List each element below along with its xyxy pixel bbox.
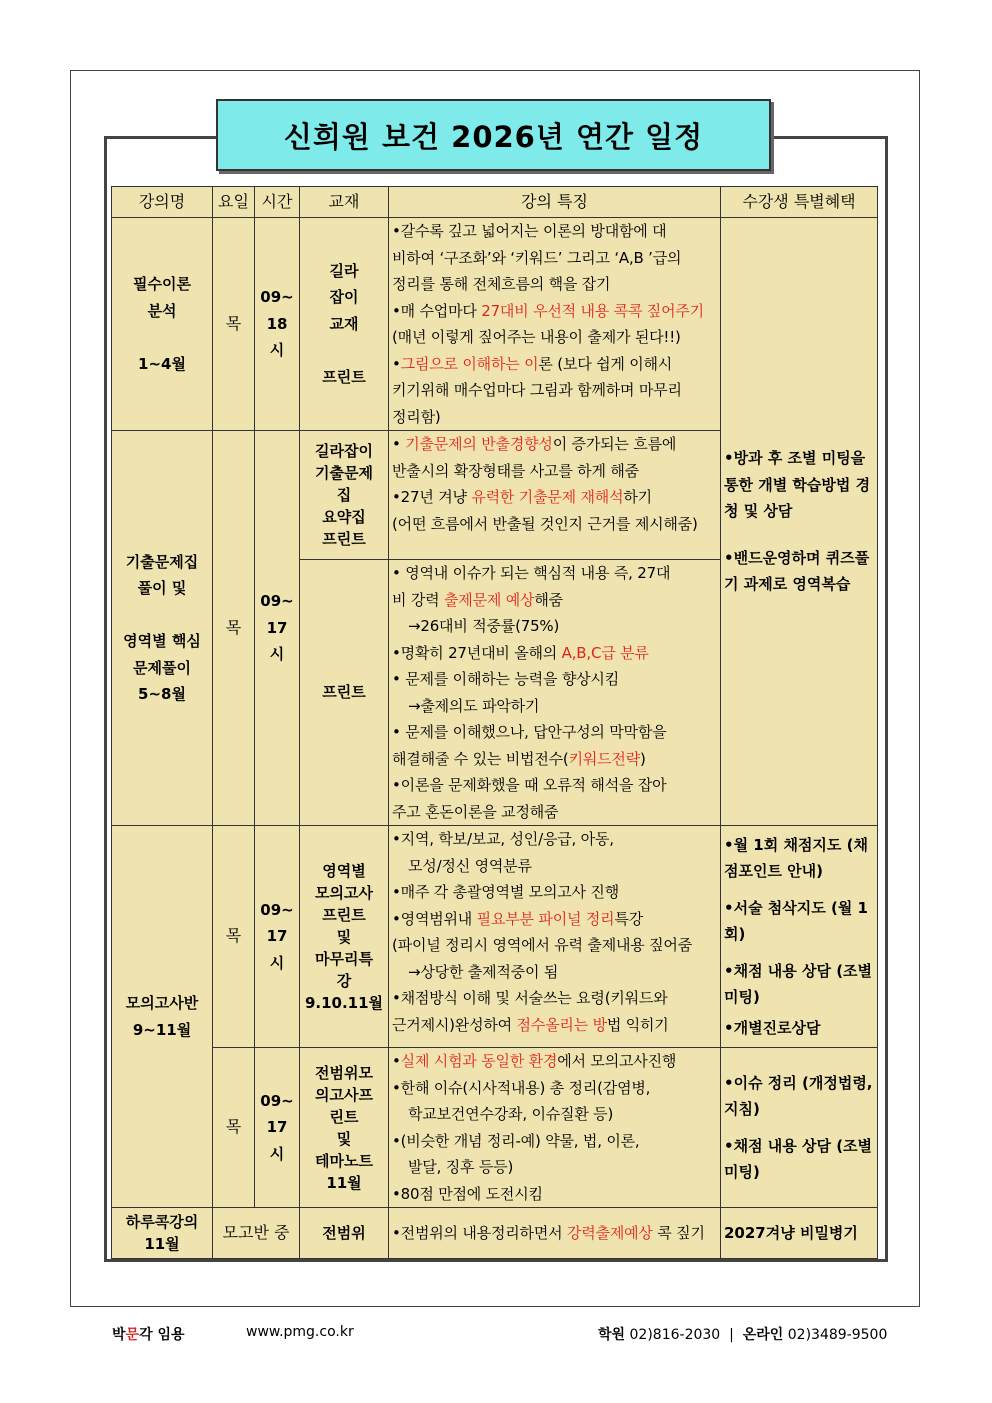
feature-line (392, 1048, 717, 1075)
text-line: 18 (266, 314, 288, 333)
page-title: 신희원 보건 2026년 연간 일정 (283, 119, 704, 154)
feature-text: •매주 각 총괄영역별 모의고사 진행 (392, 883, 619, 901)
highlight-text: 출제문제 예상 (444, 590, 535, 609)
feature-text: 정리함) (392, 407, 441, 426)
text-line: 교재 (329, 314, 359, 333)
benefit-item: •밴드운영하며 퀴즈풀기 과제로 영역복습 (724, 548, 870, 594)
feature-text: • (392, 1052, 401, 1070)
course-day: 목 (213, 1048, 255, 1208)
course-day: 목 (213, 218, 255, 431)
feature-text: • 문제를 이해하는 능력을 향상시킴 (392, 670, 619, 688)
text-line: 17 (266, 1118, 288, 1137)
text-line: 마무리특 (315, 949, 373, 968)
text-line: 프린트 (322, 367, 366, 386)
course-features (389, 560, 721, 826)
feature-text: (파이널 정리시 영역에서 유력 출제내용 짚어줌 (392, 936, 693, 954)
feature-line (392, 1154, 717, 1181)
course-book (300, 826, 389, 1048)
feature-line (392, 746, 717, 773)
feature-line (392, 1012, 717, 1039)
feature-text: 이 증가되는 흐름에 (552, 435, 677, 453)
feature-line (392, 271, 717, 298)
table-row (112, 1048, 878, 1208)
feature-text: →상당한 출제적중이 됨 (408, 962, 559, 981)
text-line: 09~ (260, 288, 294, 307)
feature-text: 하기 (623, 488, 652, 506)
text-line: 모의고사 (315, 883, 373, 902)
course-benefits (721, 218, 878, 826)
separator: | (720, 1327, 743, 1343)
feature-text: •영역범위내 (392, 909, 477, 928)
logo-text: 문 (125, 1327, 140, 1343)
feature-text: 반출시의 확장형태를 사고를 하게 해줌 (392, 461, 639, 480)
feature-text: 에서 모의고사진행 (557, 1052, 677, 1070)
feature-text: 법 익히기 (606, 1015, 669, 1034)
text-line: 및 (336, 1129, 352, 1148)
feature-text: •80점 만점에 도전시킴 (392, 1184, 543, 1203)
feature-line (392, 932, 717, 959)
text-line: 및 (336, 927, 352, 946)
header-time: 시간 (255, 187, 300, 218)
course-book (300, 1208, 389, 1259)
text-line: 시 (269, 1144, 285, 1163)
highlight-text: 실제 시험과 동일한 환경 (400, 1052, 558, 1070)
course-features (389, 431, 721, 560)
header-course: 강의명 (112, 187, 213, 218)
highlight-text: A,B,C급 분류 (561, 643, 649, 662)
text-line: 기출문제집 (125, 552, 199, 571)
text-line: 풀이 및 (137, 579, 187, 597)
academy-phone: 02)816-2030 (625, 1327, 721, 1343)
feature-line (392, 799, 717, 826)
text-line: 강 (336, 971, 352, 990)
feature-text: • (392, 354, 401, 373)
benefit-item: •월 1회 채점지도 (채점포인트 안내) (724, 835, 868, 881)
feature-text: 해결해줄 수 있는 비법전수( (392, 749, 569, 768)
course-name (112, 826, 213, 1208)
benefit-item: •방과 후 조별 미팅을 통한 개별 학습방법 경청 및 상담 (724, 449, 871, 521)
feature-line (392, 640, 717, 667)
logo-text: 각 임용 (139, 1327, 185, 1343)
course-time (255, 826, 300, 1048)
feature-line (392, 826, 717, 853)
online-label: 온라인 (742, 1327, 784, 1343)
feature-text: 발달, 징후 등등) (408, 1158, 514, 1176)
feature-text: •갈수록 깊고 넓어지는 이론의 방대함에 대 (392, 222, 667, 240)
feature-line (392, 1181, 717, 1208)
text-line: 9.10.11월 (304, 993, 384, 1012)
benefit-item: •개별진로상담 (724, 1018, 821, 1037)
schedule-table (111, 186, 878, 1259)
course-book (300, 560, 389, 826)
feature-text: •(비슷한 개념 정리-예) 약물, 법, 이론, (392, 1131, 640, 1150)
header-row (112, 187, 878, 218)
feature-text: •지역, 학보/보교, 성인/응급, 아동, (392, 830, 614, 848)
feature-text: (어떤 흐름에서 반출될 것인지 근거를 제시해줌) (392, 514, 698, 533)
text-line: 11월 (326, 1173, 362, 1192)
course-book (300, 1048, 389, 1208)
feature-line (392, 853, 717, 880)
footer (0, 1322, 992, 1346)
feature-text: •이론을 문제화했을 때 오류적 해석을 잡아 (392, 776, 667, 794)
feature-line (392, 560, 717, 587)
text-line: 영역별 핵심 (123, 632, 201, 650)
feature-text: • 영역내 이슈가 되는 핵심적 내용 즉, 27대 (392, 564, 671, 582)
header-benefits: 수강생 특별혜택 (721, 187, 878, 218)
course-book (300, 218, 389, 431)
feature-text: 콕 짚기 (652, 1223, 705, 1242)
highlight-text: 27대비 우선적 내용 콕콕 짚어주기 (481, 301, 704, 320)
header-book: 교재 (300, 187, 389, 218)
text-line: 시 (269, 645, 285, 664)
feature-text: →26대비 적중률(75%) (408, 617, 560, 635)
feature-text: 학교보건연수강좌, 이슈질환 등) (408, 1105, 614, 1123)
text-line: 길라잡이 (315, 442, 373, 460)
website-link[interactable]: www.pmg.co.kr (246, 1324, 354, 1340)
text-line: 전범위모 (315, 1063, 373, 1082)
feature-line (392, 906, 717, 933)
feature-text: •매 수업마다 (392, 301, 482, 320)
course-features (389, 218, 721, 431)
feature-text: • 문제를 이해했으나, 답안구성의 막막함을 (392, 723, 667, 741)
header-day: 요일 (213, 187, 255, 218)
contact-info (598, 1324, 887, 1344)
text-line (115, 324, 209, 351)
benefit-item: •채점 내용 상담 (조별미팅) (724, 961, 873, 1007)
feature-line (392, 484, 717, 511)
feature-text: 키기위해 매수업마다 그림과 함께하며 마무리 (392, 381, 682, 399)
text-line: 집 (336, 486, 352, 504)
text-line: 5~8월 (138, 685, 186, 703)
feature-line (392, 351, 717, 378)
text-line: 하루콕강의 (125, 1213, 199, 1231)
text-line: 11월 (144, 1235, 180, 1253)
feature-line (392, 719, 717, 746)
text-line: 의고사프 (315, 1085, 373, 1104)
course-time (255, 218, 300, 431)
benefit-item: •이슈 정리 (개정법령, 지침) (724, 1073, 873, 1118)
feature-text: ) (640, 749, 646, 768)
course-day: 목 (213, 826, 255, 1048)
highlight-text: 필요부분 파이널 정리 (476, 909, 615, 928)
feature-text: 비하여 ‘구조화’와 ‘키워드’ 그리고 ‘A,B ’급의 (392, 248, 682, 267)
feature-line (392, 666, 717, 693)
course-name (112, 218, 213, 431)
text-line: 09~ (260, 592, 294, 611)
feature-line (392, 1128, 717, 1155)
highlight-text: 유력한 기출문제 재해석 (471, 488, 624, 506)
text-line: 시 (269, 341, 285, 360)
course-time (255, 431, 300, 826)
course-benefits (721, 826, 878, 1048)
course-name (112, 1208, 213, 1259)
feature-text: (매년 이렇게 짚어주는 내용이 출제가 된다!!) (392, 328, 681, 346)
feature-text: 주고 혼돈이론을 교정해줌 (392, 802, 559, 821)
header-features: 강의 특징 (389, 187, 721, 218)
title-banner (216, 99, 771, 171)
course-benefits (721, 1048, 878, 1208)
course-day: 목 (213, 431, 255, 826)
table-row (112, 218, 878, 431)
feature-text: •전범위의 내용정리하면서 (392, 1223, 567, 1242)
feature-line (392, 959, 717, 986)
text-line: 17 (266, 618, 288, 637)
feature-line (392, 1220, 717, 1247)
text-line: 모의고사반 (125, 994, 199, 1012)
course-name (112, 431, 213, 826)
text-line: 길라 (329, 261, 359, 280)
highlight-text: 그림으로 이해하는 이 (400, 354, 539, 373)
text-line: 분석 (147, 301, 177, 320)
online-phone: 02)3489-9500 (783, 1327, 888, 1343)
text-line (303, 337, 385, 364)
feature-text: •27년 겨냥 (392, 488, 472, 506)
feature-line (392, 1075, 717, 1102)
text-line: 시 (269, 953, 285, 972)
feature-line (392, 458, 717, 485)
course-time (255, 1048, 300, 1208)
table-row (112, 826, 878, 1048)
feature-line (392, 324, 717, 351)
benefit-item: •채점 내용 상담 (조별미팅) (724, 1136, 873, 1181)
feature-line (392, 1101, 717, 1128)
feature-line (392, 772, 717, 799)
feature-line (392, 879, 717, 906)
text-line: 09~ (260, 900, 294, 919)
text-line: 잡이 (329, 288, 359, 307)
course-features (389, 826, 721, 1048)
text-line: 테마노트 (315, 1151, 373, 1170)
feature-text: 해줌 (534, 590, 563, 609)
feature-text: •채점방식 이해 및 서술쓰는 요령(키워드와 (392, 989, 668, 1007)
text-line: 필수이론 (133, 275, 191, 293)
feature-line (392, 218, 717, 245)
text-line: 전범위 (322, 1223, 366, 1242)
feature-text: 론 (보다 쉽게 이해시 (538, 354, 673, 373)
text-line: 요약집 (322, 508, 366, 526)
feature-line (392, 693, 717, 720)
feature-line (392, 377, 717, 404)
feature-line (392, 587, 717, 614)
text-line: 프린트 (322, 905, 366, 924)
academy-label: 학원 (598, 1327, 626, 1343)
feature-text: • (392, 435, 406, 453)
feature-line (392, 298, 717, 325)
course-features (389, 1208, 721, 1259)
text-line: 9~11월 (132, 1020, 192, 1039)
benefit-item: •서술 첨삭지도 (월 1회) (724, 898, 868, 944)
text-line: 문제풀이 (133, 658, 191, 677)
feature-line (392, 431, 717, 458)
highlight-text: 점수올리는 방 (516, 1015, 607, 1034)
course-features (389, 1048, 721, 1208)
course-book (300, 431, 389, 560)
feature-line (392, 245, 717, 272)
feature-text: •명확히 27년대비 올해의 (392, 643, 562, 662)
course-benefits: 2027겨냥 비밀병기 (721, 1208, 878, 1259)
text-line: 프린트 (322, 683, 366, 702)
highlight-text: 강력출제예상 (566, 1223, 653, 1242)
feature-text: 특강 (614, 909, 644, 928)
text-line: 프린트 (322, 530, 366, 548)
feature-text: 모성/정신 영역분류 (408, 856, 532, 875)
feature-text: 정리를 통해 전체흐름의 핵을 잡기 (392, 275, 611, 293)
feature-text: →출제의도 파악하기 (408, 696, 540, 715)
text-line: 기출문제 (315, 464, 373, 482)
publisher-logo (112, 1324, 185, 1344)
table-row (112, 1208, 878, 1259)
feature-line (392, 985, 717, 1012)
text-line: 영역별 (322, 861, 366, 880)
text-line: 09~ (260, 1091, 294, 1110)
feature-text: 비 강력 (392, 590, 445, 609)
highlight-text: 기출문제의 반출경향성 (405, 435, 553, 453)
feature-text: •한해 이슈(시사적내용) 총 정리(감염병, (392, 1078, 651, 1097)
text-line: 1~4월 (138, 354, 186, 373)
logo-text: 박 (112, 1327, 126, 1343)
feature-line (392, 404, 717, 431)
highlight-text: 키워드전략 (568, 749, 641, 768)
feature-line (392, 613, 717, 640)
text-line: 린트 (329, 1107, 359, 1126)
text-line (115, 602, 209, 629)
text-line: 17 (266, 927, 288, 946)
feature-text: 근거제시)완성하여 (392, 1015, 517, 1034)
feature-line (392, 511, 717, 538)
course-daytime: 모고반 중 (213, 1208, 300, 1259)
